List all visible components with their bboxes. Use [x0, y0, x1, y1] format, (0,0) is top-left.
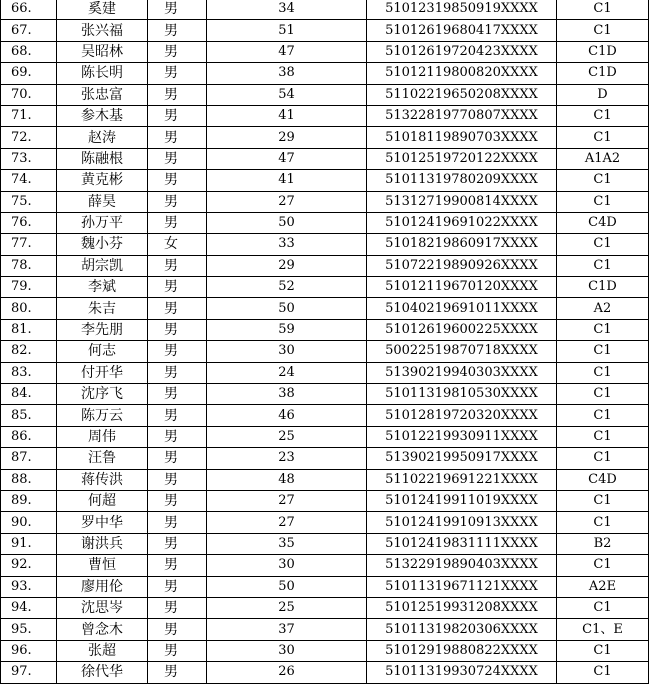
row-number-cell: 69. [1, 63, 57, 84]
table-row [1, 426, 649, 447]
id-number-cell: 51102219691221XXXX [367, 469, 557, 490]
id-number-cell: 51011319930724XXXX [367, 662, 557, 683]
age-cell: 29 [207, 127, 367, 148]
age-cell: 50 [207, 576, 367, 597]
gender-cell: 男 [148, 619, 207, 640]
id-number-cell: 51012519931208XXXX [367, 597, 557, 618]
gender-cell: 男 [148, 384, 207, 405]
license-class-cell: A2E [557, 576, 649, 597]
license-class-cell: C1D [557, 63, 649, 84]
age-cell: 41 [207, 170, 367, 191]
gender-cell: 男 [148, 170, 207, 191]
gender-cell: 男 [148, 212, 207, 233]
id-number-cell: 51011319820306XXXX [367, 619, 557, 640]
gender-cell: 男 [148, 469, 207, 490]
license-class-cell: C1、E [557, 619, 649, 640]
row-number-cell: 74. [1, 170, 57, 191]
age-cell: 51 [207, 20, 367, 41]
id-number-cell: 51012419911019XXXX [367, 490, 557, 511]
table-row [1, 576, 649, 597]
name-cell: 陈融根 [57, 148, 148, 169]
table-row [1, 490, 649, 511]
age-cell: 30 [207, 341, 367, 362]
age-cell: 54 [207, 84, 367, 105]
license-class-cell: C1D [557, 41, 649, 62]
license-class-cell: C1 [557, 405, 649, 426]
row-number-cell: 90. [1, 512, 57, 533]
license-class-cell: C1 [557, 555, 649, 576]
table-row [1, 20, 649, 41]
gender-cell: 男 [148, 533, 207, 554]
license-class-cell: C1 [557, 234, 649, 255]
row-number-cell: 67. [1, 20, 57, 41]
license-class-cell: C1 [557, 448, 649, 469]
license-class-cell: C1 [557, 662, 649, 683]
id-number-cell: 51011319810530XXXX [367, 384, 557, 405]
gender-cell: 男 [148, 105, 207, 126]
row-number-cell: 96. [1, 640, 57, 661]
name-cell: 孙万平 [57, 212, 148, 233]
id-number-cell: 51012519720122XXXX [367, 148, 557, 169]
name-cell: 赵涛 [57, 127, 148, 148]
age-cell: 37 [207, 619, 367, 640]
id-number-cell: 51018119890703XXXX [367, 127, 557, 148]
license-class-cell: C1 [557, 597, 649, 618]
name-cell: 参木基 [57, 105, 148, 126]
table-row [1, 277, 649, 298]
age-cell: 47 [207, 148, 367, 169]
age-cell: 24 [207, 362, 367, 383]
table-row [1, 234, 649, 255]
age-cell: 25 [207, 426, 367, 447]
age-cell: 26 [207, 662, 367, 683]
license-class-cell: C1 [557, 191, 649, 212]
table-row [1, 212, 649, 233]
table-row [1, 597, 649, 618]
row-number-cell: 86. [1, 426, 57, 447]
row-number-cell: 95. [1, 619, 57, 640]
age-cell: 27 [207, 191, 367, 212]
row-number-cell: 80. [1, 298, 57, 319]
gender-cell: 男 [148, 662, 207, 683]
id-number-cell: 51012619720423XXXX [367, 41, 557, 62]
license-class-cell: C1 [557, 640, 649, 661]
row-number-cell: 93. [1, 576, 57, 597]
gender-cell: 男 [148, 405, 207, 426]
id-number-cell: 51072219890926XXXX [367, 255, 557, 276]
table-row [1, 533, 649, 554]
license-class-cell: C1 [557, 127, 649, 148]
license-class-cell: C1 [557, 105, 649, 126]
name-cell: 周伟 [57, 426, 148, 447]
license-class-cell: C1 [557, 20, 649, 41]
row-number-cell: 81. [1, 319, 57, 340]
table-row [1, 105, 649, 126]
gender-cell: 男 [148, 41, 207, 62]
name-cell: 沈思岑 [57, 597, 148, 618]
name-cell: 何超 [57, 490, 148, 511]
gender-cell: 男 [148, 84, 207, 105]
id-number-cell: 51012819720320XXXX [367, 405, 557, 426]
license-class-cell: D [557, 84, 649, 105]
gender-cell: 男 [148, 597, 207, 618]
table-row [1, 127, 649, 148]
table-row [1, 662, 649, 683]
table-row [1, 448, 649, 469]
gender-cell: 男 [148, 191, 207, 212]
table-row [1, 170, 649, 191]
table-row [1, 319, 649, 340]
table-body [1, 0, 649, 683]
age-cell: 34 [207, 0, 367, 20]
name-cell: 张兴福 [57, 20, 148, 41]
table-row [1, 619, 649, 640]
license-class-cell: C1 [557, 362, 649, 383]
license-class-cell: C1 [557, 255, 649, 276]
license-class-cell: C1 [557, 426, 649, 447]
gender-cell: 男 [148, 448, 207, 469]
name-cell: 廖用伦 [57, 576, 148, 597]
table-row [1, 298, 649, 319]
license-class-cell: B2 [557, 533, 649, 554]
id-number-cell: 51102219650208XXXX [367, 84, 557, 105]
table-row [1, 512, 649, 533]
row-number-cell: 92. [1, 555, 57, 576]
table-row [1, 405, 649, 426]
table-row [1, 0, 649, 20]
row-number-cell: 76. [1, 212, 57, 233]
table-row [1, 341, 649, 362]
age-cell: 33 [207, 234, 367, 255]
license-class-cell: C1 [557, 0, 649, 20]
age-cell: 23 [207, 448, 367, 469]
name-cell: 李斌 [57, 277, 148, 298]
gender-cell: 男 [148, 148, 207, 169]
gender-cell: 男 [148, 362, 207, 383]
gender-cell: 男 [148, 319, 207, 340]
license-class-cell: C4D [557, 212, 649, 233]
age-cell: 27 [207, 512, 367, 533]
row-number-cell: 73. [1, 148, 57, 169]
gender-cell: 男 [148, 298, 207, 319]
age-cell: 50 [207, 298, 367, 319]
name-cell: 李先朋 [57, 319, 148, 340]
gender-cell: 男 [148, 426, 207, 447]
gender-cell: 男 [148, 555, 207, 576]
table-row [1, 384, 649, 405]
license-class-cell: C1 [557, 512, 649, 533]
gender-cell: 男 [148, 576, 207, 597]
age-cell: 29 [207, 255, 367, 276]
id-number-cell: 51390219940303XXXX [367, 362, 557, 383]
table-row [1, 555, 649, 576]
age-cell: 35 [207, 533, 367, 554]
age-cell: 30 [207, 640, 367, 661]
id-number-cell: 51012419831111XXXX [367, 533, 557, 554]
id-number-cell: 51012319850919XXXX [367, 0, 557, 20]
license-class-cell: C1 [557, 170, 649, 191]
table-row [1, 63, 649, 84]
name-cell: 张忠富 [57, 84, 148, 105]
gender-cell: 男 [148, 0, 207, 20]
row-number-cell: 97. [1, 662, 57, 683]
table-row [1, 255, 649, 276]
license-class-cell: C1 [557, 341, 649, 362]
name-cell: 罗中华 [57, 512, 148, 533]
id-number-cell: 51012619680417XXXX [367, 20, 557, 41]
age-cell: 48 [207, 469, 367, 490]
row-number-cell: 82. [1, 341, 57, 362]
name-cell: 黄克彬 [57, 170, 148, 191]
license-class-cell: C1 [557, 319, 649, 340]
id-number-cell: 51012119670120XXXX [367, 277, 557, 298]
id-number-cell: 51322919890403XXXX [367, 555, 557, 576]
age-cell: 27 [207, 490, 367, 511]
row-number-cell: 77. [1, 234, 57, 255]
table-row [1, 640, 649, 661]
row-number-cell: 75. [1, 191, 57, 212]
id-number-cell: 51012219930911XXXX [367, 426, 557, 447]
name-cell: 胡宗凯 [57, 255, 148, 276]
row-number-cell: 89. [1, 490, 57, 511]
table-row [1, 191, 649, 212]
table-row [1, 84, 649, 105]
name-cell: 汪鲁 [57, 448, 148, 469]
row-number-cell: 72. [1, 127, 57, 148]
name-cell: 薛昊 [57, 191, 148, 212]
id-number-cell: 51040219691011XXXX [367, 298, 557, 319]
row-number-cell: 71. [1, 105, 57, 126]
age-cell: 25 [207, 597, 367, 618]
name-cell: 张超 [57, 640, 148, 661]
table-row [1, 41, 649, 62]
age-cell: 59 [207, 319, 367, 340]
gender-cell: 男 [148, 640, 207, 661]
name-cell: 陈长明 [57, 63, 148, 84]
row-number-cell: 88. [1, 469, 57, 490]
table-row [1, 148, 649, 169]
id-number-cell: 51012119800820XXXX [367, 63, 557, 84]
gender-cell: 男 [148, 127, 207, 148]
gender-cell: 男 [148, 255, 207, 276]
id-number-cell: 51012419910913XXXX [367, 512, 557, 533]
age-cell: 30 [207, 555, 367, 576]
row-number-cell: 83. [1, 362, 57, 383]
age-cell: 41 [207, 105, 367, 126]
gender-cell: 男 [148, 277, 207, 298]
name-cell: 徐代华 [57, 662, 148, 683]
id-number-cell: 51018219860917XXXX [367, 234, 557, 255]
id-number-cell: 51312719900814XXXX [367, 191, 557, 212]
license-class-cell: C4D [557, 469, 649, 490]
row-number-cell: 66. [1, 0, 57, 20]
name-cell: 蒋传洪 [57, 469, 148, 490]
name-cell: 曾念木 [57, 619, 148, 640]
gender-cell: 男 [148, 20, 207, 41]
id-number-cell: 51011319671121XXXX [367, 576, 557, 597]
name-cell: 付开华 [57, 362, 148, 383]
gender-cell: 男 [148, 490, 207, 511]
id-number-cell: 51011319780209XXXX [367, 170, 557, 191]
row-number-cell: 85. [1, 405, 57, 426]
license-class-cell: C1D [557, 277, 649, 298]
gender-cell: 男 [148, 512, 207, 533]
row-number-cell: 78. [1, 255, 57, 276]
row-number-cell: 79. [1, 277, 57, 298]
gender-cell: 男 [148, 63, 207, 84]
gender-cell: 男 [148, 341, 207, 362]
row-number-cell: 68. [1, 41, 57, 62]
id-number-cell: 51012919880822XXXX [367, 640, 557, 661]
row-number-cell: 87. [1, 448, 57, 469]
license-class-cell: A1A2 [557, 148, 649, 169]
age-cell: 38 [207, 63, 367, 84]
id-number-cell: 51390219950917XXXX [367, 448, 557, 469]
license-class-cell: C1 [557, 490, 649, 511]
name-cell: 魏小芬 [57, 234, 148, 255]
id-number-cell: 51322819770807XXXX [367, 105, 557, 126]
name-cell: 朱吉 [57, 298, 148, 319]
license-class-cell: C1 [557, 384, 649, 405]
row-number-cell: 84. [1, 384, 57, 405]
name-cell: 何志 [57, 341, 148, 362]
name-cell: 曹恒 [57, 555, 148, 576]
age-cell: 52 [207, 277, 367, 298]
row-number-cell: 91. [1, 533, 57, 554]
license-class-cell: A2 [557, 298, 649, 319]
id-number-cell: 51012619600225XXXX [367, 319, 557, 340]
age-cell: 46 [207, 405, 367, 426]
id-number-cell: 50022519870718XXXX [367, 341, 557, 362]
name-cell: 吴昭林 [57, 41, 148, 62]
table-row [1, 469, 649, 490]
gender-cell: 女 [148, 234, 207, 255]
name-cell: 谢洪兵 [57, 533, 148, 554]
id-number-cell: 51012419691022XXXX [367, 212, 557, 233]
name-cell: 陈万云 [57, 405, 148, 426]
age-cell: 50 [207, 212, 367, 233]
age-cell: 47 [207, 41, 367, 62]
table-row [1, 362, 649, 383]
name-cell: 沈序飞 [57, 384, 148, 405]
age-cell: 38 [207, 384, 367, 405]
name-cell: 奚建 [57, 0, 148, 20]
row-number-cell: 94. [1, 597, 57, 618]
row-number-cell: 70. [1, 84, 57, 105]
